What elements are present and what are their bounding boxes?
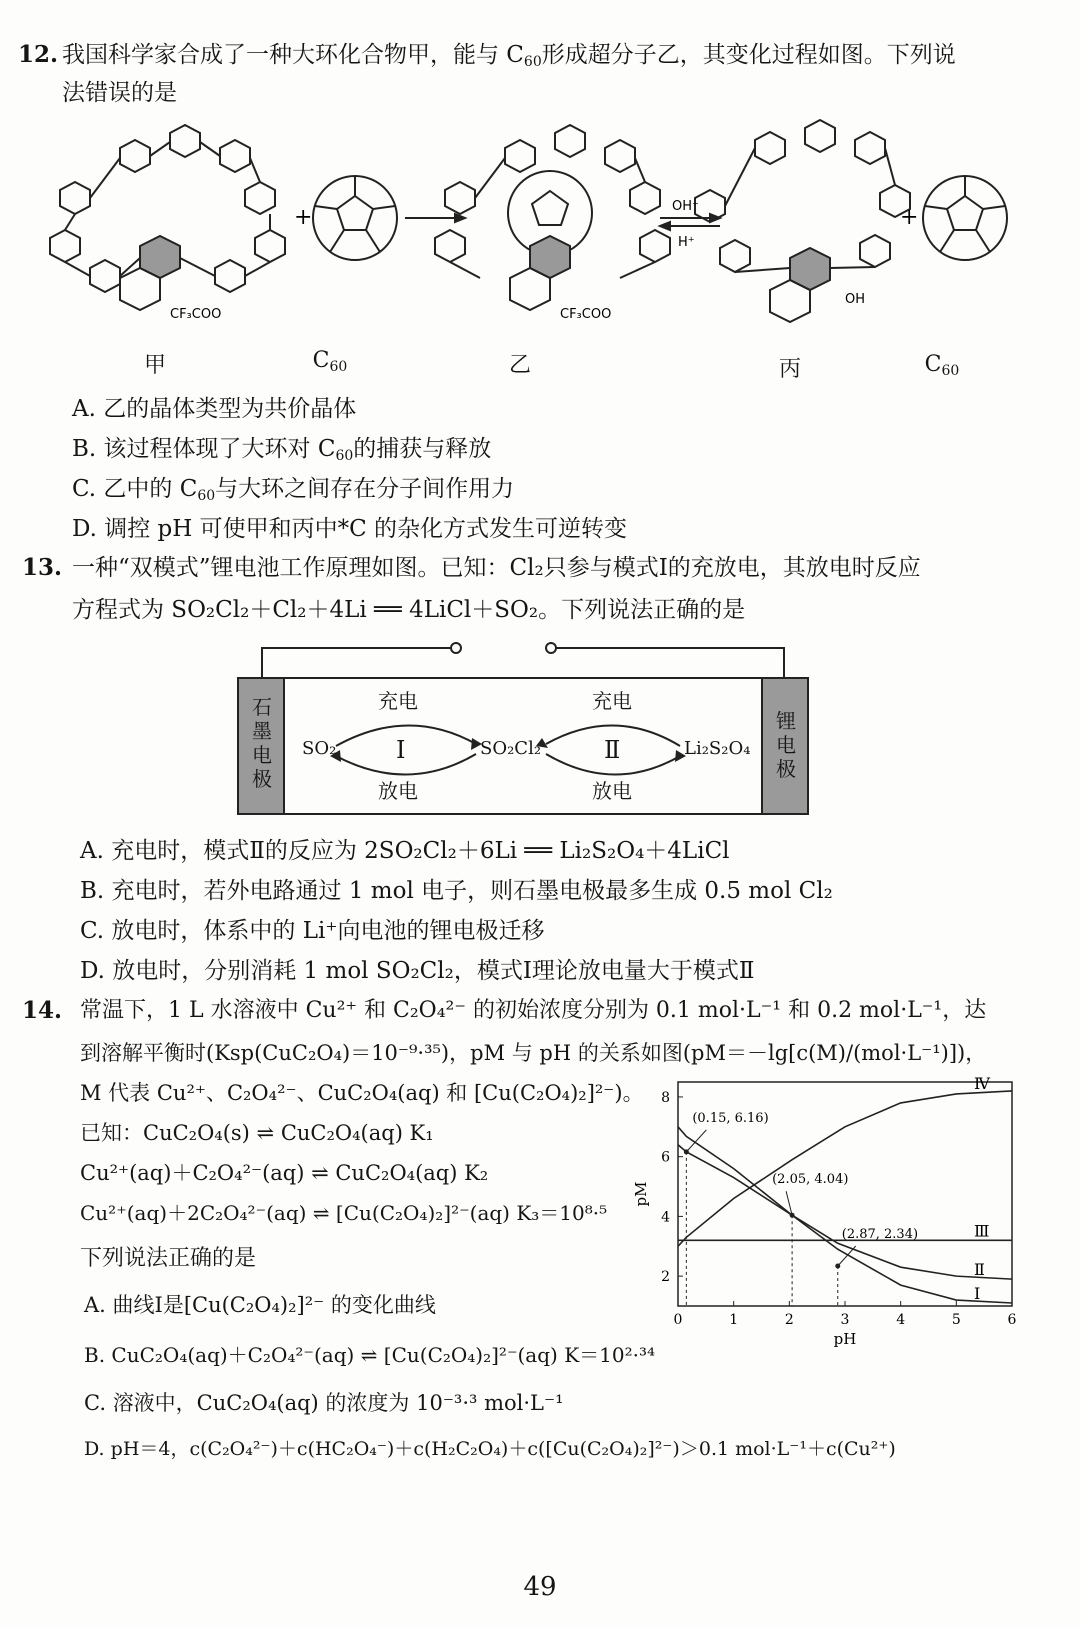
discharge-label-1: 放电 [378, 779, 418, 803]
q14-number: 14. [22, 997, 63, 1024]
annotation-leader [838, 1246, 856, 1266]
q14-option-c: C. 溶液中，CuC₂O₄(aq) 的浓度为 10⁻³·³ mol·L⁻¹ [84, 1391, 564, 1415]
q12-option-c: C. 乙中的 $C_{60}$与大环之间存在分子间作用力 [72, 476, 515, 504]
svg-text:极: 极 [776, 757, 796, 781]
q13-stem-line1: 一种“双模式”锂电池工作原理如图。已知：Cl₂只参与模式Ⅰ的充放电，其放电时反应 [72, 555, 921, 581]
series-label: Ⅰ [974, 1284, 981, 1304]
counter-ion-label: CF₃COO [560, 307, 612, 322]
label-bing: 丙 [778, 357, 801, 382]
q13-option-d: D. 放电时，分别消耗 1 mol SO₂Cl₂，模式Ⅰ理论放电量大于模式Ⅱ [80, 958, 755, 984]
label-yi: 乙 [508, 353, 531, 378]
svg-text:电: 电 [252, 743, 272, 767]
x-tick-label: 4 [896, 1312, 906, 1328]
label-jia: 甲 [143, 353, 166, 378]
x-axis-label: pH [833, 1330, 857, 1348]
q14-stem-line1: 常温下，1 L 水溶液中 Cu²⁺ 和 C₂O₄²⁻ 的初始浓度分别为 0.1 mol·L⁻¹ 和 0.2 mol·L⁻¹，达 [80, 998, 987, 1023]
li2s2o4-label: Li₂S₂O₄ [684, 738, 751, 759]
pm-ph-chart [632, 1070, 1050, 1360]
q13-option-b: B. 充电时，若外电路通过 1 mol 电子，则石墨电极最多生成 0.5 mol Cl₂ [80, 878, 833, 904]
q14-stem-line3: M 代表 Cu²⁺、C₂O₄²⁻、CuC₂O₄(aq) 和 [Cu(C₂O₄)₂]²⁻)。 [80, 1081, 644, 1105]
mode-2-label: Ⅱ [604, 736, 621, 764]
arrow-bottom-label: H⁺ [678, 235, 695, 250]
q13-stem-line2: 方程式为 SO₂Cl₂＋Cl₂＋4Li ══ 4LiCl＋SO₂。下列说法正确的是 [72, 597, 746, 623]
battery-diagram [236, 636, 816, 816]
q14-option-a: A. 曲线Ⅰ是[Cu(C₂O₄)₂]²⁻ 的变化曲线 [84, 1293, 436, 1317]
y-axis-label: pM [632, 1181, 650, 1207]
c60-icon [923, 176, 1007, 260]
arrow-top-label: OH⁻ [672, 199, 699, 214]
svg-text:极: 极 [252, 767, 272, 791]
page-number: 49 [523, 1572, 557, 1602]
q13-number: 13. [22, 554, 63, 581]
x-tick-label: 6 [1007, 1312, 1017, 1328]
q12-option-b: B. 该过程体现了大环对 $C_{60}$的捕获与释放 [72, 436, 492, 464]
q14-known-2: Cu²⁺(aq)＋C₂O₄²⁻(aq) ⇌ CuC₂O₄(aq) K₂ [80, 1161, 489, 1185]
c60-icon [313, 176, 397, 260]
q14-option-b: B. CuC₂O₄(aq)＋C₂O₄²⁻(aq) ⇌ [Cu(C₂O₄)₂]²⁻(aq) K＝10²·³⁴ [84, 1343, 655, 1367]
series-label: Ⅳ [974, 1073, 990, 1093]
label-c60-a: $C_{60}$ [312, 348, 348, 375]
x-tick-label: 5 [951, 1312, 961, 1328]
annotation-label: (2.87, 2.34) [841, 1226, 919, 1242]
counter-ion-label: CF₃COO [170, 307, 222, 322]
annotation-label: (2.05, 4.04) [772, 1172, 849, 1188]
discharge-label-2: 放电 [592, 779, 632, 803]
annotation-label: (0.15, 6.16) [692, 1110, 769, 1126]
macrocycle-bing-icon [695, 120, 910, 322]
graphite-label-1: 石 [252, 695, 272, 719]
q13-option-a: A. 充电时，模式Ⅱ的反应为 2SO₂Cl₂＋6Li ══ Li₂S₂O₄＋4LiCl [80, 838, 730, 864]
q14-prompt: 下列说法正确的是 [80, 1246, 257, 1271]
q14-known-1: 已知：CuC₂O₄(s) ⇌ CuC₂O₄(aq) K₁ [80, 1121, 434, 1145]
q14-known-3: Cu²⁺(aq)＋2C₂O₄²⁻(aq) ⇌ [Cu(C₂O₄)₂]²⁻(aq) K₃＝10⁸·⁵ [80, 1201, 608, 1225]
y-tick-label: 8 [661, 1089, 670, 1106]
q12-option-d: D. 调控 pH 可使甲和丙中*C 的杂化方式发生可逆转变 [72, 516, 628, 542]
q12-reaction-figure [30, 118, 1030, 338]
x-tick-label: 1 [729, 1312, 739, 1328]
series-label: Ⅱ [974, 1260, 985, 1280]
svg-text:墨: 墨 [252, 719, 272, 743]
macrocycle-jia-icon [50, 125, 285, 310]
series-label: Ⅲ [974, 1221, 990, 1241]
q13-option-c: C. 放电时，体系中的 Li⁺向电池的锂电极迁移 [80, 918, 545, 944]
y-tick-label: 4 [661, 1209, 670, 1226]
lithium-label-1: 锂 [776, 709, 796, 733]
charge-label-1: 充电 [378, 689, 418, 713]
q14-stem-line2: 到溶解平衡时(Ksp(CuC₂O₄)＝10⁻⁹·³⁵)，pM 与 pH 的关系如图(pM＝－lg[c(M)/(mol·L⁻¹)])， [80, 1041, 987, 1065]
q12-option-a: A. 乙的晶体类型为共价晶体 [72, 396, 357, 422]
so2cl2-label: SO₂Cl₂ [480, 738, 542, 759]
x-tick-label: 0 [673, 1312, 683, 1328]
q14-option-d: D. pH＝4，c(C₂O₄²⁻)＋c(HC₂O₄⁻)＋c(H₂C₂O₄)＋c([Cu(C₂O₄)₂]²⁻)＞0.1 mol·L⁻¹＋c(Cu²⁺) [84, 1438, 896, 1460]
plus-sign: + [294, 205, 313, 230]
oh-label: OH [845, 292, 866, 307]
y-tick-label: 2 [661, 1269, 670, 1286]
plus-sign: + [900, 205, 919, 230]
charge-label-2: 充电 [592, 689, 632, 713]
supramolecule-yi-icon [435, 125, 670, 310]
label-c60-b: $C_{60}$ [924, 352, 960, 379]
y-tick-label: 6 [661, 1149, 670, 1166]
mode-1-label: Ⅰ [396, 736, 406, 764]
q12-stem-line1: 我国科学家合成了一种大环化合物甲，能与 $C_{60}$形成超分子乙，其变化过程如图。下列说 [62, 42, 956, 70]
so2-label: SO₂ [302, 738, 337, 759]
x-tick-label: 3 [840, 1312, 850, 1328]
q12-stem-line2: 法错误的是 [62, 80, 177, 106]
q12-number: 12. [18, 41, 59, 68]
svg-text:电: 电 [776, 733, 796, 757]
x-tick-label: 2 [784, 1312, 794, 1328]
